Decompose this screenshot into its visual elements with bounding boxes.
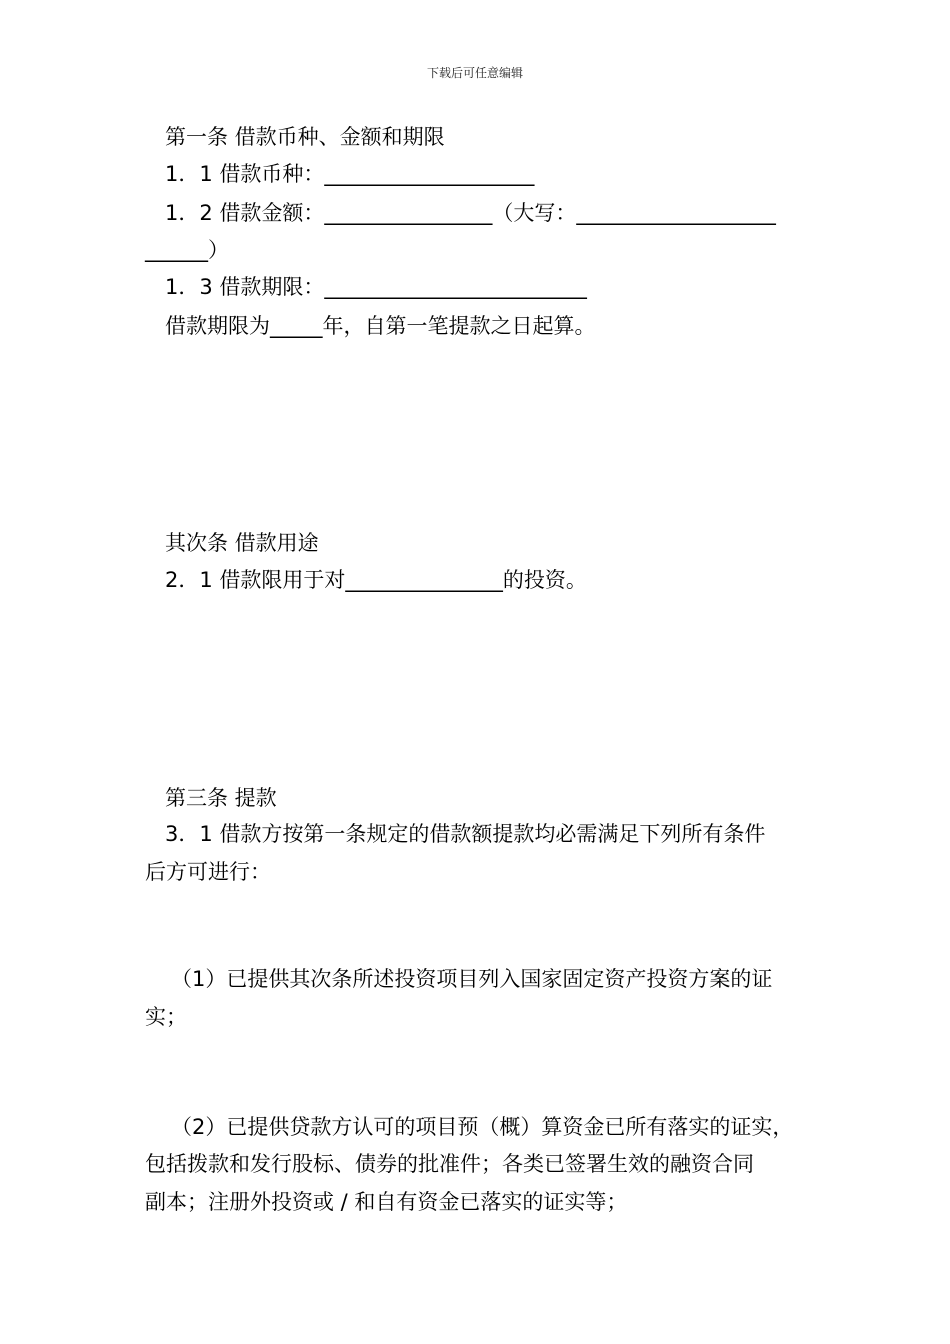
term-years-line: 借款期限为_____年，自第一笔提款之日起算。 [165, 314, 596, 338]
section-2-title: 其次条 借款用途 [165, 531, 319, 555]
condition-2-line-1: （2）已提供贷款方认可的项目预（概）算资金已所有落实的证实， [171, 1115, 794, 1139]
section-3-title: 第三条 提款 [165, 786, 277, 810]
drawdown-line: 3．1 借款方按第一条规定的借款额提款均必需满足下列所有条件 [165, 822, 766, 846]
page-header: 下载后可任意编辑 [426, 66, 523, 80]
condition-1-line-1: （1）已提供其次条所述投资项目列入国家固定资产投资方案的证 [171, 967, 773, 991]
condition-1-line-2: 实； [145, 1005, 187, 1029]
purpose-line: 2．1 借款限用于对_______________的投资。 [165, 568, 587, 592]
condition-2-line-2: 包括拨款和发行股标、债券的批准件；各类已签署生效的融资合同 [145, 1152, 754, 1176]
section-1-title: 第一条 借款币种、金额和期限 [165, 125, 445, 149]
term-line: 1．3 借款期限：_________________________ [165, 275, 587, 299]
currency-line: 1．1 借款币种：____________________ [165, 162, 535, 186]
condition-2-line-3: 副本；注册外投资或 / 和自有资金已落实的证实等； [145, 1190, 628, 1214]
drawdown-line-continued: 后方可进行： [145, 860, 271, 884]
amount-line: 1．2 借款金额：________________（大写：___________________ [165, 201, 776, 225]
amount-line-continued: ______） [145, 238, 229, 262]
